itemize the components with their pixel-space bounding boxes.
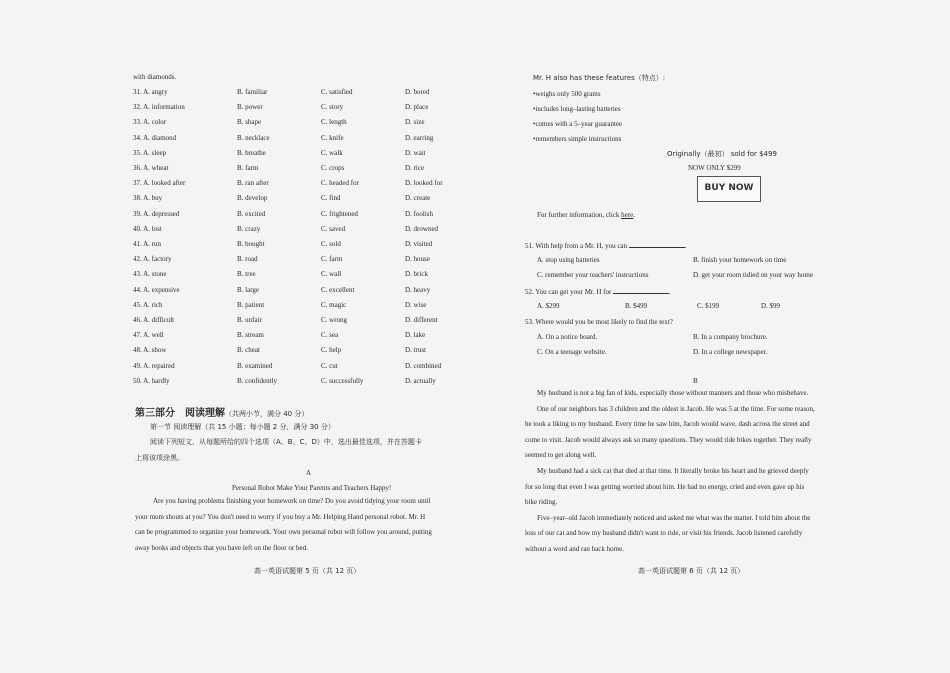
option-c: C. knife [321,133,344,142]
option-a: 34. A. diamond [133,133,177,142]
subsection-title: 第一节 阅读理解（共 15 小题；每小题 2 分，满分 30 分） [150,423,335,431]
feature-item: •weighs only 500 grams [533,90,601,98]
question-51-text: 51. With help from a Mr. H, you can [525,242,628,250]
question-53: 53. Where would you be most likely to find the text? [525,318,673,326]
option-c: C. story [321,103,344,112]
page-footer-left: 高一英语试题第 5 页（共 12 页） [254,567,361,575]
option-b: B. necklace [237,133,270,142]
instructions-line-2: 上将该项涂黑。 [135,454,184,462]
passage-b-line: Five–year–old Jacob immediately noticed and asked me what was the matter. I told him about the [537,513,811,522]
option-c: C. magic [321,300,347,309]
option-a: 49. A. repaired [133,361,175,370]
option-b: B. patient [237,300,265,309]
option-b: B. large [237,285,260,294]
option-c: C. cut [321,361,338,370]
section-title-note: （共两小节，满分 40 分） [225,410,309,418]
q53-option-b: B. In a company brochure. [693,333,768,341]
answer-blank [613,287,669,294]
option-d: D. rice [405,164,425,172]
option-c: C. walk [321,148,343,157]
intro-line: with diamonds. [133,73,177,81]
option-c: C. frightened [321,209,358,218]
option-d: D. drowned [405,224,439,233]
option-d: D. bored [405,88,430,96]
passage-b-line: loss of our cat and how my husband didn't want to ride, or visit his friends. Jacob listened carefully [525,529,803,538]
option-d: D. create [405,194,431,203]
option-a: 40. A. lost [133,224,162,233]
option-d: D. foolish [405,209,433,218]
passage-a-line: your mom shouts at you? You don't need to worry if you buy a Mr. Helping Hand personal robot. Mr. H [135,512,426,521]
option-b: B. crazy [237,224,261,233]
option-a: 46. A. difficult [133,316,175,324]
option-d: D. earring [405,133,434,142]
feature-item: •comes with a 5–year guarantee [533,120,623,128]
option-b: B. power [237,103,263,112]
option-d: D. house [405,255,430,264]
option-b: B. tree [237,270,256,279]
option-d: D. different [405,316,438,324]
passage-a-line: away books and objects that you have left on the floor or bed. [135,543,308,552]
question-52-text: 52. You can get your Mr. H for [525,288,612,296]
now-only-price: NOW ONLY $299 [688,164,741,172]
option-a: 45. A. rich [133,300,163,309]
q53-option-a: A. On a notice board. [537,333,598,341]
option-a: 41. A. run [133,240,161,248]
q53-option-c: C. On a teenage website. [537,348,607,356]
option-b: B. farm [237,164,259,172]
q51-option-c: C. remember your teachers' instructions [537,271,649,279]
option-b: B. breathe [237,148,266,157]
section-title [135,404,308,419]
option-a: 47. A. well [133,331,164,340]
option-c: C. wall [321,270,342,279]
option-c: C. help [321,346,342,355]
option-b: B. excited [237,209,266,218]
passage-a-body [135,494,483,556]
option-c: C. crops [321,164,345,172]
option-b: B. examined [237,361,273,370]
question-51: 51. With help from a Mr. H, you can . [525,242,687,250]
passage-b-line: he took a liking to my husband. Every time he saw him, Jacob would wave, dash across the street and [525,420,810,429]
option-b: B. confidently [237,376,278,385]
passage-b-line: without a word and ran back home. [525,544,624,553]
buy-now-button[interactable]: BUY NOW [697,176,761,202]
passage-b-line: My husband is not a big fan of kids, especially those without manners and those who misbehave. [537,389,809,397]
option-a: 50. A. hardly [133,376,170,385]
option-a: 39. A. depressed [133,209,180,218]
option-c: C. length [321,118,347,127]
option-c: C. sea [321,331,339,340]
option-b: B. develop [237,194,268,203]
further-info: For further information, click here. [537,211,635,219]
option-c: C. sold [321,240,341,248]
original-price: Originally（最初） sold for $499 [667,150,777,158]
q51-option-a: A. stop using batteries [537,256,600,264]
passage-a-line: can be programmed to organize your homework. Your own personal robot will follow you around, putting [135,528,432,537]
q52-option-d: D. $99 [761,302,781,310]
option-b: B. cheat [237,346,260,355]
passage-b-label: B [693,377,698,385]
feature-item: •remembers simple instructions [533,135,622,143]
passage-b-line: come to visit. Jacob would always ask so many questions. They would ride bikes together. They really [525,435,812,444]
option-d: D. lake [405,331,426,340]
option-d: D. actually [405,376,436,385]
option-a: 31. A. angry [133,88,168,96]
option-b: B. stream [237,331,264,340]
passage-b-line: My husband had a sick cat that died at that time. It literally broke his heart and he grieved deeply [537,466,809,475]
instructions-line-1: 阅读下列短文，从每题所给的四个选项（A、B、C、D）中，选出最佳选项，并在答题卡 [150,438,422,446]
option-b: B. ran after [237,179,269,188]
option-a: 43. A. stone [133,270,167,279]
option-c: C. saved [321,224,346,233]
option-d: D. place [405,103,429,112]
q52-option-a: A. $299 [537,302,560,310]
further-info-text: For further information, click [537,211,620,219]
option-c: C. successfully [321,376,364,385]
section-title-text: 第三部分 阅读理解 [135,408,225,419]
option-a: 42. A. factory [133,255,172,264]
option-c: C. farm [321,255,343,264]
here-link[interactable]: here [621,211,634,219]
option-a: 38. A. buy [133,194,163,203]
option-a: 33. A. color [133,118,167,127]
feature-item: •includes long–lasting batteries [533,105,621,113]
option-a: 32. A. information [133,103,185,112]
option-b: B. unfair [237,316,262,324]
passage-a-title: Personal Robot Make Your Parents and Teachers Happy! [232,484,392,492]
option-d: D. trust [405,346,426,355]
option-b: B. familiar [237,88,268,96]
option-d: D. heavy [405,285,431,294]
option-a: 37. A. looked after [133,179,186,188]
option-d: D. wait [405,148,426,157]
question-52: 52. You can get your Mr. H for . [525,288,671,296]
option-a: 35. A. sleep [133,148,167,157]
option-d: D. wise [405,300,427,309]
passage-b-line: for so long that even I was getting worried about him. He had no energy, cried and even gave up his [525,482,805,491]
option-b: B. bought [237,240,265,248]
option-a: 48. A. show [133,346,167,355]
option-d: D. size [405,118,425,127]
option-c: C. satisfied [321,88,353,96]
passage-b-body [525,386,871,558]
passage-b-line: One of our neighbors has 3 children and the oldest is Jacob. He was 5 at the time. For some reason, [537,404,815,413]
q51-option-b: B. finish your homework on time [693,256,787,264]
page-footer-right: 高一英语试题第 6 页（共 12 页） [638,567,745,575]
option-c: C. find [321,194,341,203]
option-d: D. brick [405,270,428,279]
option-a: 36. A. wheat [133,164,169,172]
option-d: D. visited [405,240,433,248]
option-a: 44. A. expensive [133,285,180,294]
option-d: D. combined [405,361,442,370]
option-b: B. shape [237,118,262,127]
features-intro: Mr. H also has these features（特点）: [533,74,666,82]
passage-a-line: Are you having problems finishing your homework on time? Do you avoid tidying your room until [153,497,431,505]
q52-option-b: B. $499 [625,302,648,310]
q51-option-d: D. get your room tidied on your way home [693,271,813,279]
passage-a-label: A [306,469,312,477]
q53-option-d: D. In a college newspaper. [693,348,768,356]
answer-blank [629,241,685,248]
option-c: C. headed for [321,179,359,188]
right-page [475,0,950,673]
option-d: D. looked for [405,179,443,188]
option-b: B. road [237,255,258,264]
passage-b-line: seemed to get along well. [525,451,597,460]
option-c: C. excellent [321,285,355,294]
q52-option-c: C. $199 [697,302,720,310]
passage-b-line: bike riding. [525,498,558,507]
option-c: C. wrong [321,316,348,324]
